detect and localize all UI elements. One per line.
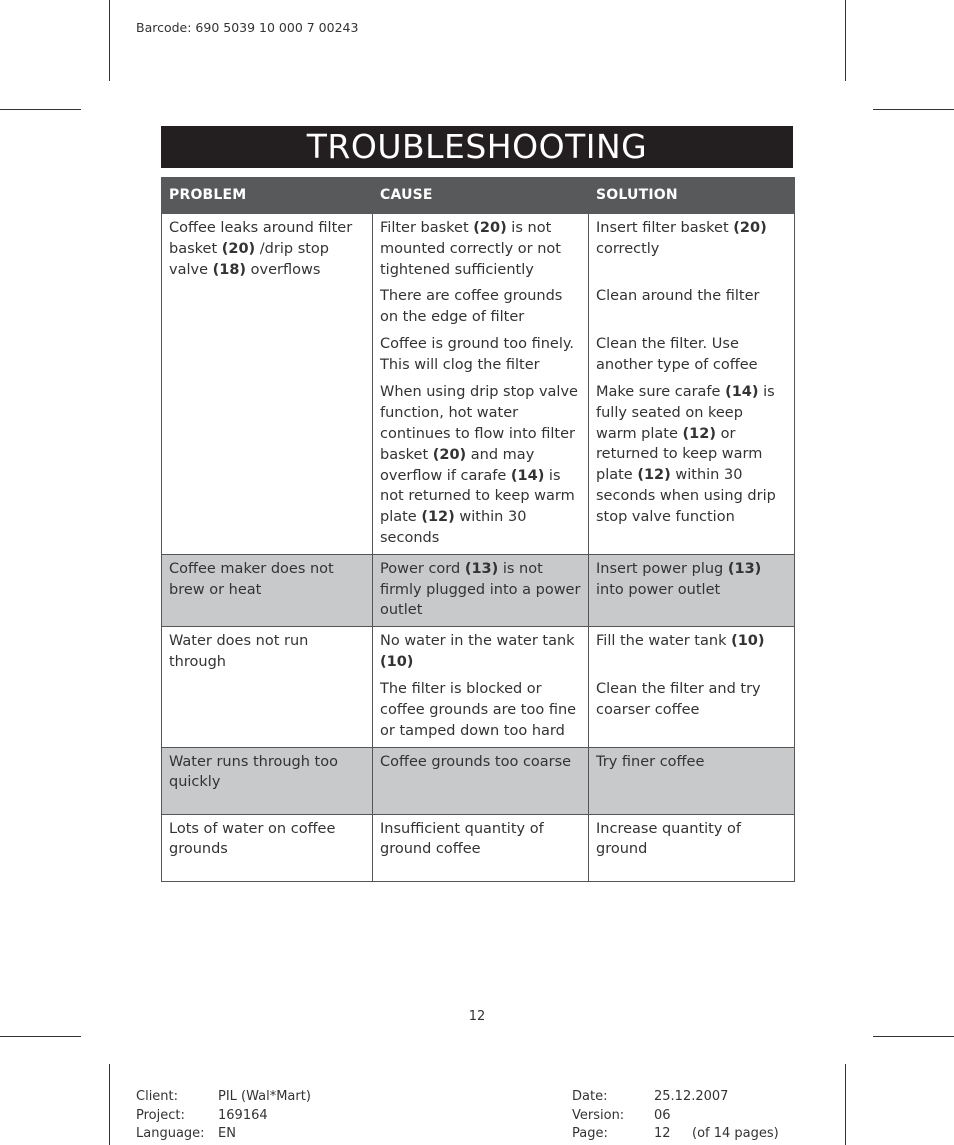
footer-value: 12 (654, 1126, 671, 1141)
text-segment: Increase quantity of ground (596, 820, 742, 858)
footer-label: Language: (136, 1126, 205, 1141)
text-segment: is not firmly plugged into a power outlet (380, 560, 581, 619)
crop-mark (0, 109, 81, 110)
text-segment: Water does not run through (169, 633, 309, 670)
text-segment: Clean the filter. Use another type of coffee (596, 336, 758, 373)
cause-cell (373, 747, 589, 814)
footer-meta-left (136, 1088, 311, 1144)
problem-cell (162, 814, 373, 881)
part-reference: (12) (421, 509, 455, 526)
footer-row-client (136, 1088, 311, 1107)
footer-value: PIL (Wal*Mart) (218, 1089, 311, 1104)
problem-cell (162, 627, 373, 747)
crop-mark (873, 1036, 954, 1037)
cause-cell (373, 214, 589, 555)
text-segment: Clean around the filter (596, 288, 760, 304)
problem-cell (162, 747, 373, 814)
text-segment: When using drip stop valve function, hot water continues to flow into filter basket (380, 384, 578, 463)
part-reference: (20) (473, 220, 507, 236)
cause-item (380, 286, 581, 328)
cause-cell (373, 627, 589, 747)
solution-cell (589, 554, 795, 626)
part-reference: (20) (221, 240, 256, 257)
part-reference: (12) (637, 467, 671, 484)
crop-mark (873, 109, 954, 110)
part-reference: (13) (464, 560, 499, 577)
text-segment: Clean the filter and try coarser coffee (596, 681, 761, 718)
part-reference: (18) (212, 261, 247, 278)
text-segment: There are coffee grounds on the edge of filter (380, 288, 563, 326)
footer-label: Client: (136, 1089, 179, 1104)
text-segment: No water in the water tank (380, 633, 575, 650)
table-row (162, 554, 795, 626)
footer-label: Project: (136, 1107, 185, 1123)
part-reference: (12) (682, 425, 716, 442)
text-segment: within 30 seconds when using drip stop valve function (596, 467, 776, 525)
part-reference: (14) (510, 467, 545, 484)
cause-item (380, 631, 581, 673)
problem-cell (162, 214, 373, 555)
text-segment: Lots of water on coffee grounds (169, 820, 336, 858)
footer-label: Version: (572, 1107, 625, 1123)
solution-cell (589, 747, 795, 814)
crop-mark (109, 0, 110, 81)
text-segment: Filter basket (380, 220, 474, 236)
text-segment: Power cord (380, 560, 465, 577)
footer-value: 06 (654, 1107, 671, 1123)
cause-item (380, 559, 581, 621)
troubleshooting-table (161, 177, 795, 882)
table-row (162, 627, 795, 747)
text-segment: or returned to keep warm plate (596, 425, 763, 484)
cause-item (380, 334, 581, 376)
cause-item (380, 752, 581, 773)
part-reference: (20) (432, 446, 467, 463)
cause-item (380, 819, 581, 861)
footer-row-date (572, 1088, 779, 1107)
text-segment: within 30 seconds (380, 509, 527, 546)
text-segment: overflows (246, 261, 321, 278)
table-row (162, 214, 795, 555)
solution-item (596, 819, 787, 861)
footer-row-version (572, 1107, 779, 1126)
part-reference: (13) (727, 560, 762, 577)
text-segment: /drip stop valve (169, 240, 330, 278)
solution-cell (589, 814, 795, 881)
part-reference: (14) (725, 384, 759, 400)
solution-item (596, 286, 787, 328)
solution-item (596, 631, 787, 673)
footer-row-project (136, 1107, 311, 1126)
footer-row-page (572, 1125, 779, 1144)
footer-page-total: (of 14 pages) (692, 1126, 779, 1141)
text-segment: Fill the water tank (596, 633, 732, 650)
solution-item (596, 752, 787, 773)
text-segment: into power outlet (596, 581, 721, 598)
text-segment: Coffee is ground too finely. This will clog the filter (380, 336, 574, 374)
solution-item (596, 382, 787, 548)
part-reference: (20) (733, 220, 767, 236)
solution-cell (589, 214, 795, 555)
text-segment: Coffee maker does not brew or heat (169, 560, 334, 598)
part-reference: (10) (380, 653, 414, 670)
crop-mark (845, 0, 846, 81)
header-cause: CAUSE (373, 178, 589, 214)
text-segment: is not mounted correctly or not tightened sufficiently (380, 220, 561, 278)
table-body (162, 214, 795, 882)
text-segment: and may overflow if carafe (380, 446, 535, 484)
text-segment: Coffee leaks around filter basket (169, 220, 353, 257)
footer-row-language (136, 1125, 311, 1144)
cause-cell (373, 814, 589, 881)
cause-cell (373, 554, 589, 626)
text-segment: The filter is blocked or coffee grounds are too fine or tamped down too hard (380, 681, 577, 739)
text-segment: Insert power plug (596, 560, 728, 577)
footer-label: Date: (572, 1089, 608, 1104)
crop-mark (845, 1064, 846, 1145)
problem-cell (162, 554, 373, 626)
page-number: 12 (468, 1009, 486, 1024)
cause-item (380, 382, 581, 548)
text-segment: correctly (596, 240, 660, 257)
solution-item (596, 334, 787, 376)
text-segment: Water runs through too quickly (169, 753, 338, 791)
crop-mark (0, 1036, 81, 1037)
text-segment: Insert filter basket (596, 220, 734, 236)
solution-item (596, 559, 787, 621)
text-segment: Try finer coffee (596, 753, 705, 770)
part-reference: (10) (731, 633, 765, 650)
header-problem: PROBLEM (162, 178, 373, 214)
text-segment: Make sure carafe (596, 384, 726, 400)
text-segment: is fully seated on keep warm plate (596, 384, 775, 442)
text-segment: is not returned to keep warm plate (380, 467, 575, 526)
header-solution: SOLUTION (589, 178, 795, 214)
page-title: TROUBLESHOOTING (161, 126, 793, 168)
footer-label: Page: (572, 1126, 608, 1141)
solution-item (596, 218, 787, 280)
table-row (162, 814, 795, 881)
footer-value: 169164 (218, 1107, 268, 1123)
solution-cell (589, 627, 795, 747)
table-row (162, 747, 795, 814)
footer-value: EN (218, 1126, 236, 1141)
table-header-row (162, 178, 795, 214)
text-segment: Insufficient quantity of ground coffee (380, 820, 544, 858)
footer-value: 25.12.2007 (654, 1089, 729, 1104)
cause-item (380, 218, 581, 280)
footer-meta-right (572, 1088, 779, 1144)
text-segment: Coffee grounds too coarse (380, 753, 572, 770)
barcode-text: Barcode: 690 5039 10 000 7 00243 (136, 20, 359, 35)
cause-item (380, 679, 581, 741)
solution-item (596, 679, 787, 741)
crop-mark (109, 1064, 110, 1145)
